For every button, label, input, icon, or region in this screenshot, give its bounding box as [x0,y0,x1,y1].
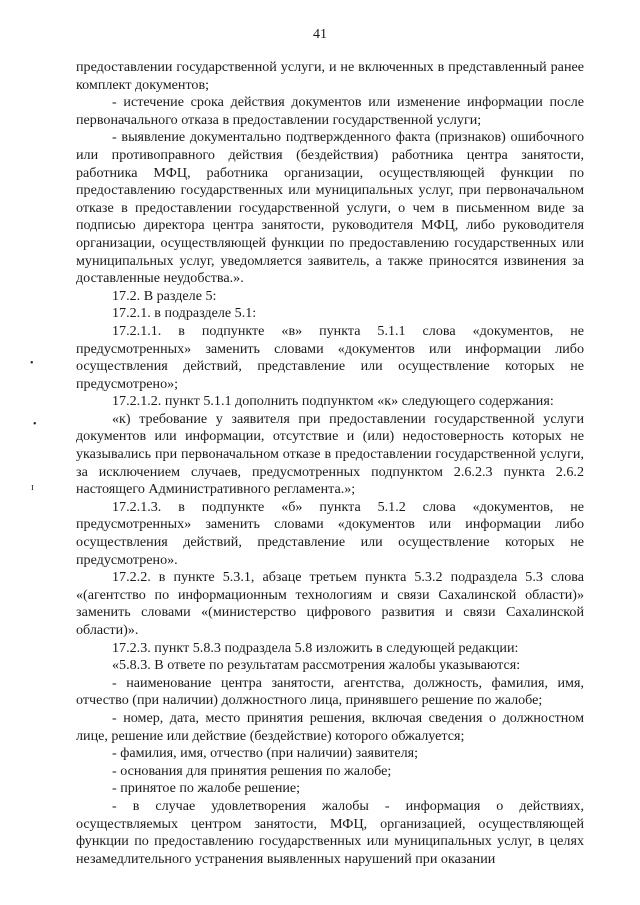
paragraph: 17.2.1.2. пункт 5.1.1 дополнить подпунктом «к» следующего содержания: [112,393,554,410]
paragraph: 17.2.2. в пункте 5.3.1, абзаце третьем пункта 5.3.2 подраздела 5.3 слова «(агентство по информационным технологиям и связи Сахалинской области)» заменить словами «(министерство цифрового развития и связи Сахалинской области)». [76,569,584,638]
paragraph: «5.8.3. В ответе по результатам рассмотрения жалобы указываются: [112,657,521,674]
paragraph: предоставлении государственной услуги, и не включенных в представленный ранее комплект документов; [76,59,584,93]
margin-mark: • [33,419,37,430]
section-heading: 17.2. В разделе 5: [112,287,217,304]
margin-mark: ɪ [31,482,34,493]
list-item: - номер, дата, место принятия решения, включая сведения о должностном лице, решение или действие (бездействие) которого обжалуется; [76,709,584,744]
document-body [76,59,584,868]
list-item: - фамилия, имя, отчество (при наличии) заявителя; [112,745,419,762]
paragraph: 17.2.3. пункт 5.8.3 подраздела 5.8 изложить в следующей редакции: [112,639,519,656]
paragraph: 17.2.1.1. в подпункте «в» пункта 5.1.1 слова «документов, не предусмотренных» заменить словами «документов или информации либо осуществления действий, представление или осуществление которых не предусмотрено»; [76,322,584,392]
list-item: - наименование центра занятости, агентства, должность, фамилия, имя, отчество (при наличии) должностного лица, принявшего решение по жалобе; [76,674,584,709]
list-item: - основания для принятия решения по жалобе; [112,762,392,779]
subsection-heading: 17.2.1. в подразделе 5.1: [112,305,257,322]
list-item: - принятое по жалобе решение; [112,780,301,797]
paragraph: 17.2.1.3. в подпункте «б» пункта 5.1.2 слова «документов, не предусмотренных» заменить словами «документов или информации либо осуществления действий, представление или осуществление которых не предусмотрено». [76,498,584,568]
paragraph: «к) требование у заявителя при предоставлении государственной услуги документов или информации, отсутствие и (или) недостоверность которых не указывались при первоначальном отказе в предоставлении государственной услуги, за исключением случаев, предусмотренных подпунктом 2.6.2.3 пункта 2.6.2 настоящего Административного регламента.»; [76,410,584,498]
page-number: 41 [313,27,327,42]
list-item: - истечение срока действия документов или изменение информации после первоначального отказа в предоставлении государственной услуги; [76,94,584,128]
list-item: - выявление документально подтвержденного факта (признаков) ошибочного или противоправного действия (бездействия) работника центра занятости, работника МФЦ, работника организации, осуществляющей функции по предоставлению государственных или муниципальных услуг, при первоначальном отказе в предоставлении государственной услуги, о чем в письменном виде за подписью директора центра занятости, руководителя МФЦ, либо руководителя организации, осуществляющей функции по предоставлению государственных или муниципальных услуг, уведомляется заявитель, а также приносятся извинения за доставленные неудобства.». [76,129,584,287]
margin-mark: • [30,358,34,369]
list-item: - в случае удовлетворения жалобы - информация о действиях, осуществляемых центром занятости, МФЦ, организацией, осуществляющей функции по предоставлению государственных или муниципальных услуг, в целях незамедлительного устранения выявленных нарушений при оказании [76,797,584,867]
